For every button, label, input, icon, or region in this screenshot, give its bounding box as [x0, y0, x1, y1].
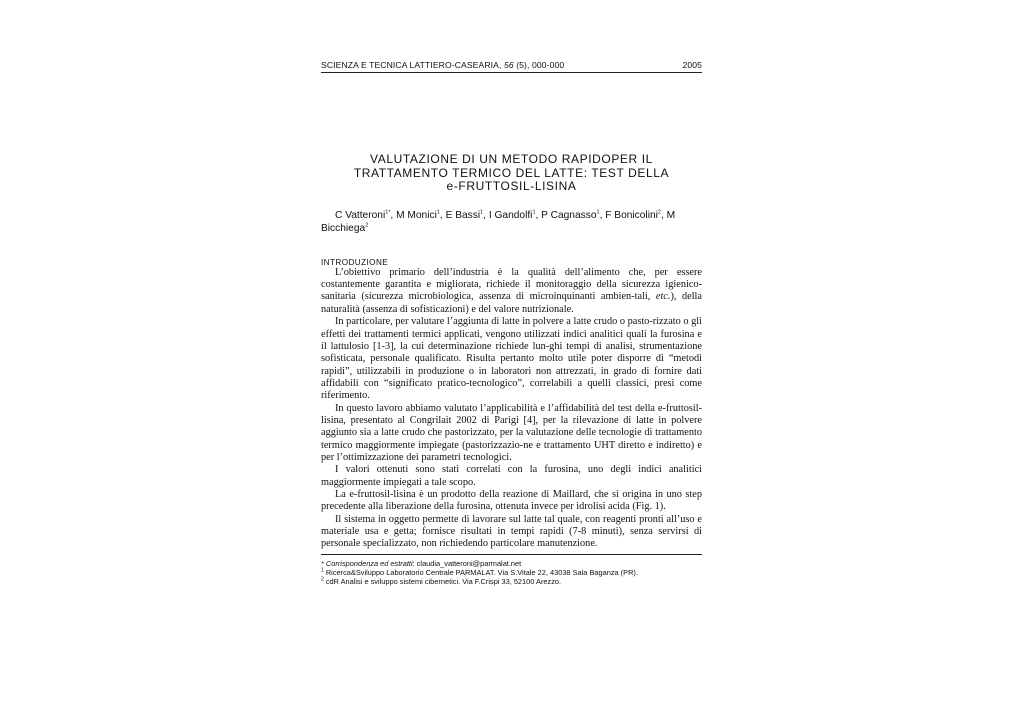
- paper-title: [321, 153, 702, 194]
- affiliation-mark: 1: [436, 209, 440, 216]
- affiliation-mark: 1: [480, 209, 484, 216]
- affiliation-mark: 1*: [385, 209, 391, 216]
- author: , F Bonicolini$^2$: [599, 209, 661, 221]
- running-head: [321, 60, 702, 73]
- author: , I Gandolfi$^1$: [483, 209, 536, 221]
- title-line-3: e-FRUTTOSIL-LISINA: [446, 179, 577, 194]
- footnote-correspondence: * Corrispondenza ed estratti: claudia_vatteroni@parmalat.net: [321, 558, 522, 568]
- author: , E Bassi$^1$: [439, 209, 484, 221]
- paper-page: [321, 60, 702, 587]
- paragraph: L’obiettivo primario dell’industria è la qualità dell’alimento che, per essere costantemente garantita e migliorata, richiede il monitoraggio della sicurezza igienico-sanitaria (sicurezza microbiologica, assenza di microinquinanti ambien-tali, etc.), della naturalità (assenza di sofisticazioni) e del valore nutrizionale.: [321, 266, 702, 315]
- footnotes: [321, 554, 702, 587]
- author: , P Cagnasso$^1$: [535, 209, 600, 221]
- journal-year: 2005: [682, 60, 702, 70]
- journal-name: SCIENZA E TECNICA LATTIERO-CASEARIA,: [321, 60, 504, 70]
- paragraph: Il sistema in oggetto permette di lavorare sul latte tal quale, con reagenti pronti all’uso e materiale usa e getta; fornisce risultati in tempi rapidi (7-8 minuti), senza servirsi di personale specializzato, non richiedendo particolare manutenzione.: [321, 513, 702, 550]
- title-line-1: VALUTAZIONE DI UN METODO RAPIDOPER IL: [370, 152, 653, 166]
- footnote-affiliation-2: $^2$ cdR Analisi e sviluppo sistemi cibernetici. Via F.Crispi 33, 52100 Arezzo.: [321, 576, 562, 587]
- journal-citation: [321, 60, 564, 70]
- body-text: [321, 267, 702, 551]
- paragraph: La e-fruttosil-lisina è un prodotto della reazione di Maillard, che si origina in uno step precedente alla liberazione della furosina, ottenuta invece per idrolisi acida (Fig. 1).: [321, 488, 702, 513]
- author: , M Bicchiega$^2$: [321, 209, 676, 234]
- paragraph: I valori ottenuti sono stati correlati con la furosina, uno degli indici analitici maggiormente impiegati a tale scopo.: [321, 464, 702, 488]
- author: C Vatteroni$^{1*}$: [335, 209, 391, 221]
- title-line-2: TRATTAMENTO TERMICO DEL LATTE: TEST DELLA: [353, 165, 670, 180]
- affiliation-mark: 2: [365, 222, 369, 229]
- journal-volume: 56: [503, 60, 514, 70]
- affiliation-mark: 1: [532, 209, 536, 216]
- affiliation-mark: 1: [596, 209, 600, 216]
- correspondence-email: : claudia_vatteroni@parmalat.net: [412, 558, 522, 568]
- section-heading: INTRODUZIONE: [321, 257, 389, 267]
- footnote-affiliation-1: $^1$ Ricerca&Sviluppo Laboratorio Centrale PARMALAT. Via S.Vitale 22, 43038 Sala Baganza (PR).: [321, 567, 638, 577]
- journal-issue-pages: (5), 000-000: [513, 60, 565, 70]
- paragraph: In questo lavoro abbiamo valutato l’applicabilità e l’affidabilità del test della e-fruttosil-lisina, presentato al Congrilait 2002 di Parigi [4], per la rilevazione di latte in polvere aggiunto sia a latte crudo che pastorizzato, per la valutazione delle tecnologie di trattamento termico maggiormente impiegate (pastorizzazio-ne e trattamento UHT diretto e indiretto) e per l’ottimizzazione dei parametri tecnologici.: [321, 402, 702, 463]
- paragraph: In particolare, per valutare l’aggiunta di latte in polvere a latte crudo o pasto-rizzato o gli effetti dei trattamenti termici applicati, vengono utilizzati indici analitici quali la furosina e il lattulosio [1-3], la cui determinazione richiede lun-ghi tempi di analisi, strumentazione sofisticata, personale qualificato. Risulta pertanto molto utile poter disporre di “metodi rapidi”, utilizzabili in produzione o in laboratori non attrezzati, in grado di fornire dati affidabili con “significato pratico-tecnologico”, correlabili a quelli classici, presi come riferimento.: [321, 316, 702, 402]
- author: , M Monici$^1$: [390, 209, 440, 221]
- author-list: [321, 209, 702, 235]
- affiliation-mark: 2: [657, 209, 661, 216]
